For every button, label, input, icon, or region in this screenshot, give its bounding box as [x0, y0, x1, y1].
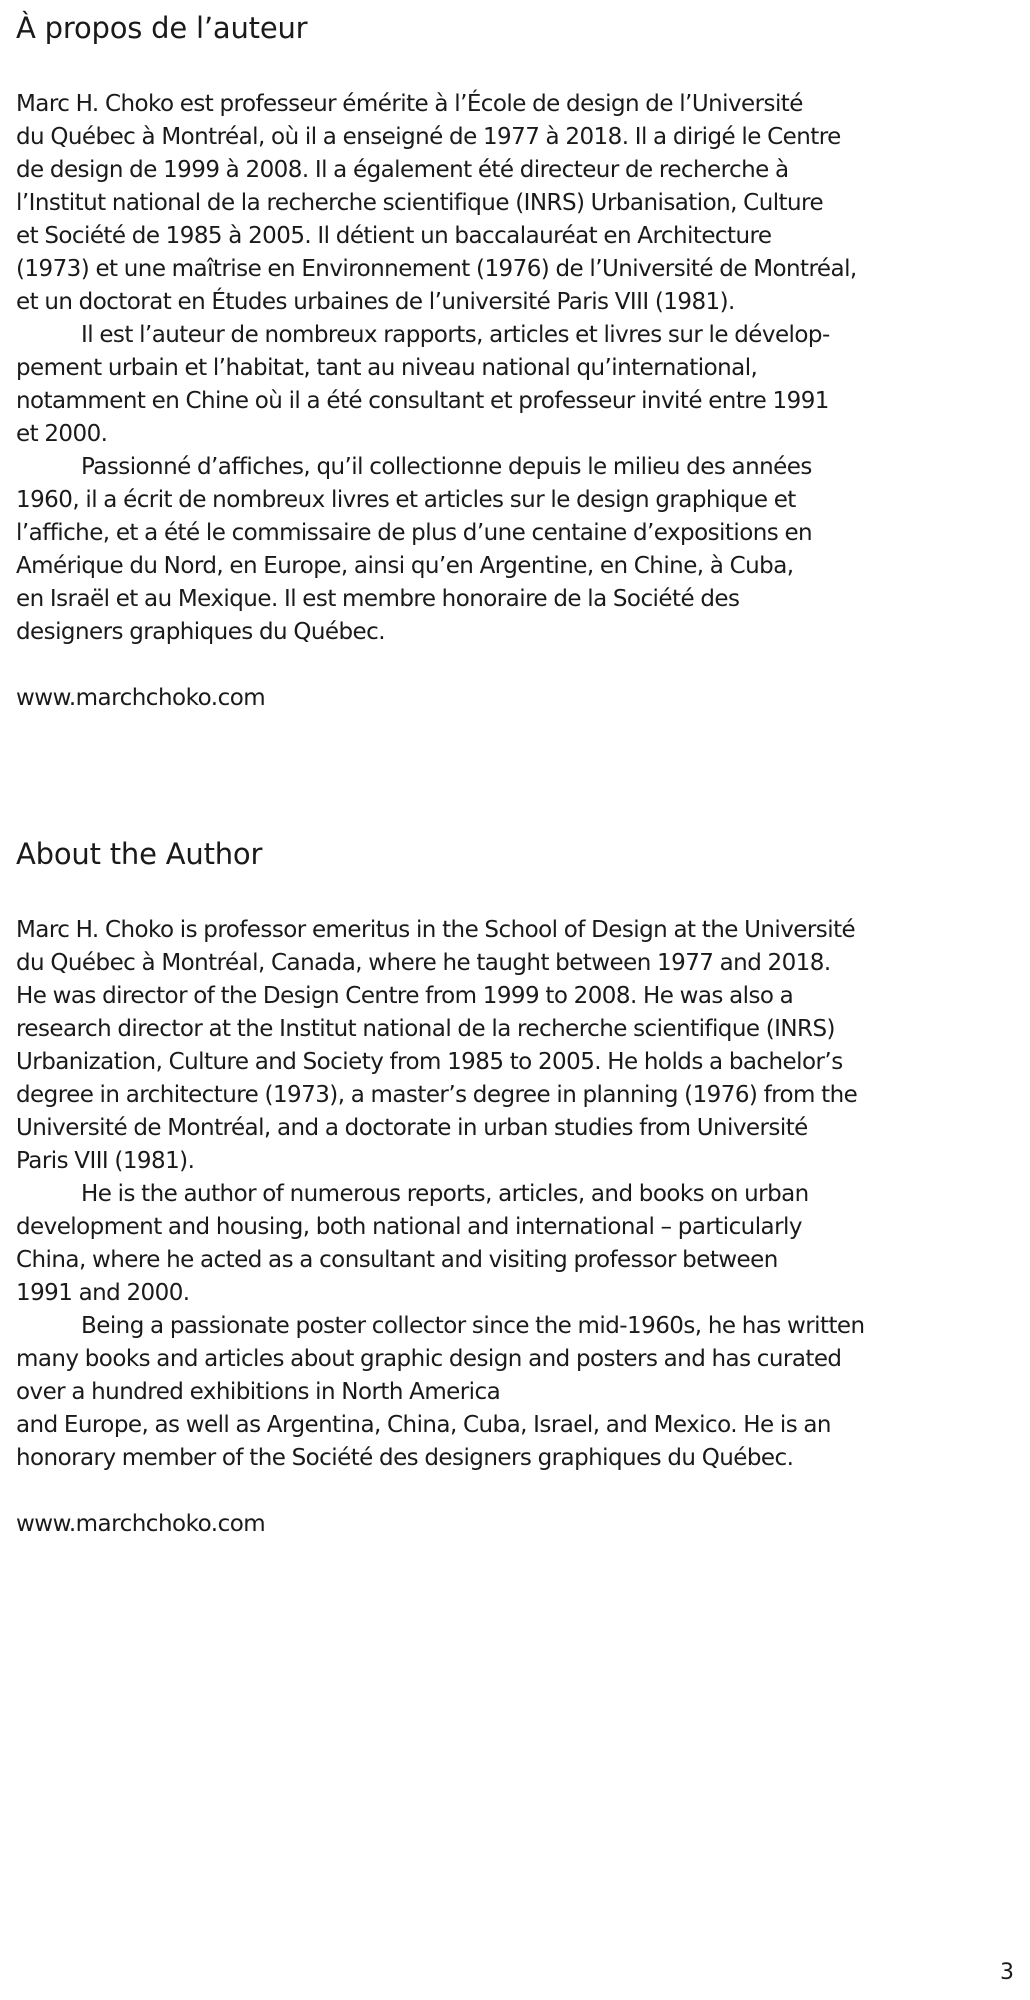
text-line: en Israël et au Mexique. Il est membre honoraire de la Société des: [16, 586, 740, 612]
text-line: de design de 1999 à 2008. Il a également été directeur de recherche à: [16, 157, 789, 183]
text-line: Urbanization, Culture and Society from 1985 to 2005. He holds a bachelor’s: [16, 1049, 843, 1075]
english-heading: About the Author: [16, 837, 263, 871]
text-line: China, where he acted as a consultant and visiting professor between: [16, 1247, 778, 1273]
text-line: du Québec à Montréal, où il a enseigné de 1977 à 2018. Il a dirigé le Centre: [16, 124, 841, 150]
text-line: du Québec à Montréal, Canada, where he taught between 1977 and 2018.: [16, 950, 831, 976]
text-line: et Société de 1985 à 2005. Il détient un baccalauréat en Architecture: [16, 223, 772, 249]
text-line: designers graphiques du Québec.: [16, 619, 386, 645]
text-line: honorary member of the Société des designers graphiques du Québec.: [16, 1445, 794, 1471]
french-author-section: [16, 8, 1016, 715]
text-line: Paris VIII (1981).: [16, 1148, 195, 1174]
text-line: l’Institut national de la recherche scientifique (INRS) Urbanisation, Culture: [16, 190, 824, 216]
text-line: Marc H. Choko est professeur émérite à l’École de design de l’Université: [16, 91, 803, 117]
french-bio-text: [16, 88, 1016, 649]
text-line: 1960, il a écrit de nombreux livres et articles sur le design graphique et: [16, 487, 796, 513]
text-line: et 2000.: [16, 421, 108, 447]
text-line: He is the author of numerous reports, articles, and books on urban: [81, 1181, 809, 1207]
text-line: He was director of the Design Centre from 1999 to 2008. He was also a: [16, 983, 794, 1009]
text-line: pement urbain et l’habitat, tant au niveau national qu’international,: [16, 355, 758, 381]
french-website-link[interactable]: www.marchchoko.com: [16, 685, 266, 711]
english-website-link[interactable]: www.marchchoko.com: [16, 1511, 266, 1537]
text-line: degree in architecture (1973), a master’s degree in planning (1976) from the: [16, 1082, 858, 1108]
text-line: Il est l’auteur de nombreux rapports, articles et livres sur le dévelop-: [81, 322, 830, 348]
text-line: notamment en Chine où il a été consultant et professeur invité entre 1991: [16, 388, 829, 414]
text-line: Université de Montréal, and a doctorate in urban studies from Université: [16, 1115, 808, 1141]
text-line: research director at the Institut national de la recherche scientifique (INRS): [16, 1016, 835, 1042]
text-line: and Europe, as well as Argentina, China, Cuba, Israel, and Mexico. He is an: [16, 1412, 831, 1438]
french-heading: À propos de l’auteur: [16, 11, 308, 45]
text-line: Being a passionate poster collector since the mid-1960s, he has written: [81, 1313, 865, 1339]
text-line: Passionné d’affiches, qu’il collectionne depuis le milieu des années: [81, 454, 812, 480]
text-line: over a hundred exhibitions in North America: [16, 1379, 501, 1405]
text-line: Marc H. Choko is professor emeritus in the School of Design at the Université: [16, 917, 856, 943]
english-author-section: [16, 834, 1016, 1541]
english-bio-text: [16, 914, 1016, 1475]
page-number: 3: [1000, 1960, 1014, 1985]
text-line: et un doctorat en Études urbaines de l’université Paris VIII (1981).: [16, 289, 735, 315]
text-line: development and housing, both national and international – particularly: [16, 1214, 802, 1240]
text-line: l’affiche, et a été le commissaire de plus d’une centaine d’expositions en: [16, 520, 813, 546]
text-line: (1973) et une maîtrise en Environnement (1976) de l’Université de Montréal,: [16, 256, 857, 282]
text-line: 1991 and 2000.: [16, 1280, 190, 1306]
text-line: Amérique du Nord, en Europe, ainsi qu’en Argentine, en Chine, à Cuba,: [16, 553, 794, 579]
text-line: many books and articles about graphic design and posters and has curated: [16, 1346, 842, 1372]
